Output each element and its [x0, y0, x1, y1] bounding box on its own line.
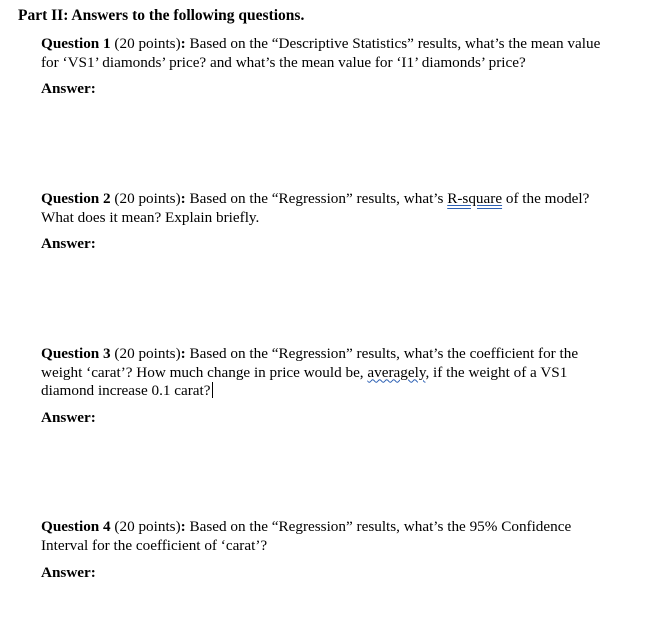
question-4-number: Question 4 — [41, 518, 111, 535]
question-1-line-1 — [41, 35, 641, 54]
question-1-text-1: Based on the “Descriptive Statistics” results, what’s the mean value — [185, 35, 601, 52]
question-2 — [41, 190, 641, 227]
question-2-text-1-post: of the model? — [502, 190, 590, 207]
question-3 — [41, 345, 641, 401]
question-2-points: (20 points) — [110, 190, 181, 207]
question-3-text-2-post: , if the weight of a VS1 — [425, 363, 568, 381]
question-4-colon: : — [180, 518, 186, 535]
question-1-colon: : — [180, 35, 186, 52]
question-3-number: Question 3 — [41, 345, 111, 362]
answer-label-3: Answer: — [41, 409, 96, 426]
question-3-line-3 — [41, 382, 641, 401]
question-1-number: Question 1 — [41, 35, 111, 52]
question-3-spelling-mark[interactable]: averagely — [367, 363, 426, 381]
question-1 — [41, 35, 641, 72]
text-cursor — [212, 382, 213, 398]
question-2-colon: : — [180, 190, 186, 207]
question-4-text-2: Interval for the coefficient of ‘carat’? — [41, 536, 268, 554]
question-3-text-3: diamond increase 0.1 carat? — [41, 382, 211, 399]
question-2-text-1-pre: Based on the “Regression” results, what’s — [185, 190, 448, 207]
question-4-text-1: Based on the “Regression” results, what’s the 95% Confidence — [185, 518, 572, 535]
answer-label-2: Answer: — [41, 235, 96, 252]
question-2-line-1 — [41, 190, 641, 209]
question-1-points: (20 points) — [110, 35, 181, 52]
question-3-points: (20 points) — [110, 345, 181, 362]
question-3-line-1 — [41, 345, 641, 364]
question-4 — [41, 518, 641, 555]
question-3-text-1: Based on the “Regression” results, what’s the coefficient for the — [185, 345, 579, 362]
answer-label-4: Answer: — [41, 564, 96, 581]
question-2-text-2: What does it mean? Explain briefly. — [41, 208, 260, 226]
part-title: Part II: Answers to the following questions. — [18, 7, 305, 24]
answer-label-1: Answer: — [41, 80, 96, 97]
question-1-text-2: for ‘VS1’ diamonds’ price? and what’s the mean value for ‘I1’ diamonds’ price? — [41, 53, 526, 71]
question-3-line-2 — [41, 364, 641, 383]
question-3-text-2-pre: weight ‘carat’? How much change in price would be, — [41, 363, 368, 381]
question-2-grammar-mark[interactable]: R-square — [447, 190, 503, 207]
question-2-number: Question 2 — [41, 190, 111, 207]
question-4-line-1 — [41, 518, 641, 537]
question-4-points: (20 points) — [110, 518, 181, 535]
question-3-colon: : — [180, 345, 186, 362]
